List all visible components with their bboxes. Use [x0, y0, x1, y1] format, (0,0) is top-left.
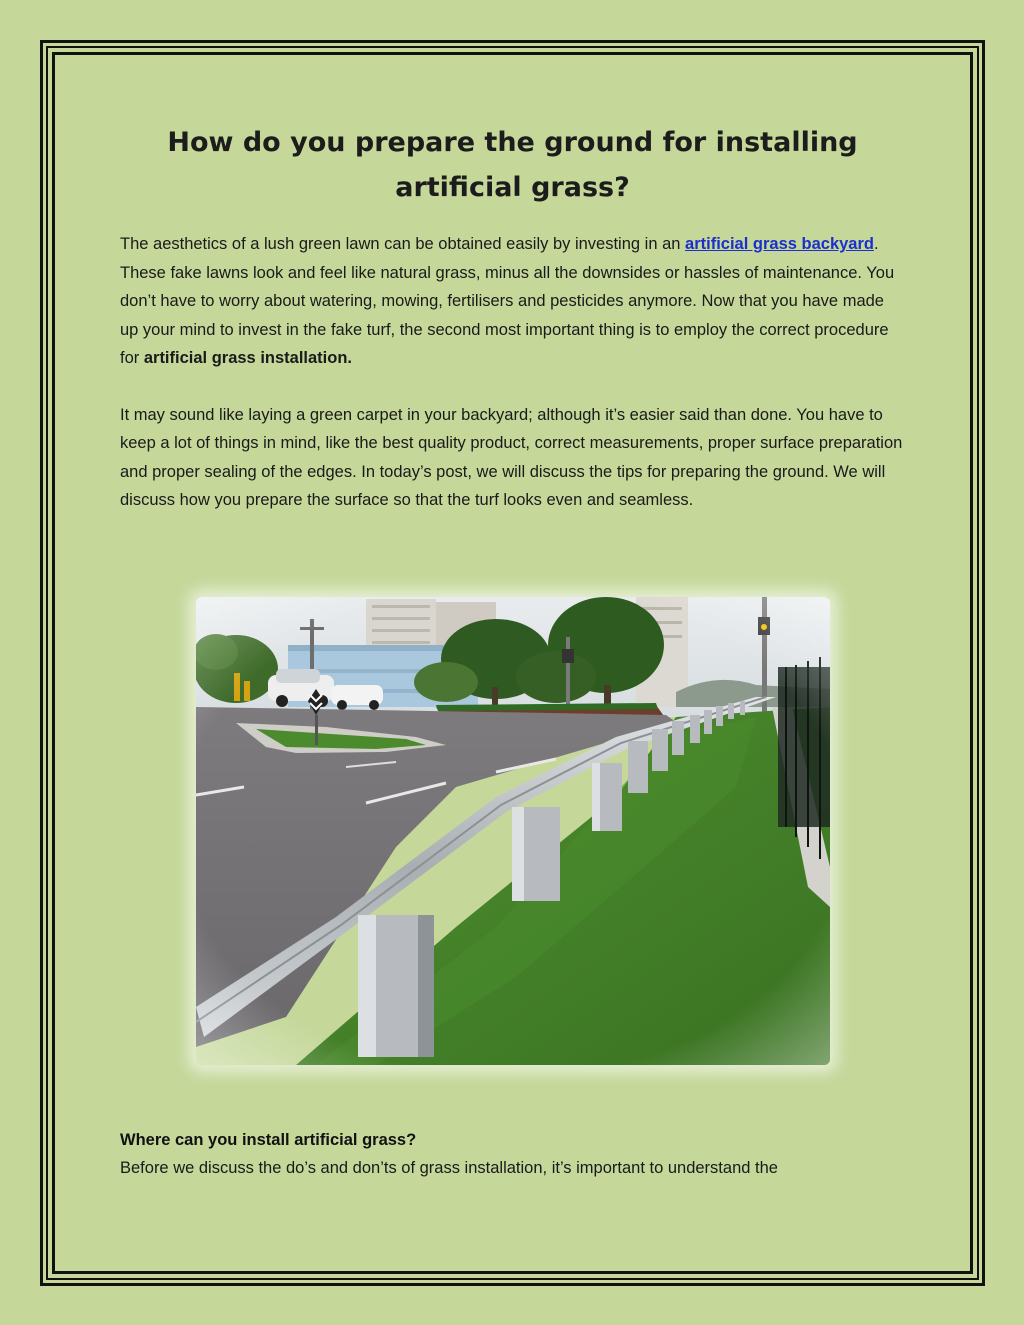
section-paragraph: Before we discuss the do’s and don’ts of grass installation, it’s important to understand the	[120, 1159, 778, 1177]
intro-bold-text: artificial grass installation.	[143, 349, 352, 367]
section-heading: Where can you install artificial grass?	[120, 1131, 417, 1149]
intro-paragraph	[120, 230, 905, 373]
road-guardrail-artificial-grass-photo	[196, 597, 830, 1065]
page-title: How do you prepare the ground for installing artificial grass?	[167, 127, 858, 203]
article-body	[120, 120, 905, 515]
second-paragraph: It may sound like laying a green carpet in your backyard; although it’s easier said than done. You have to keep a lot of things in mind, like the best quality product, correct measurements, proper surface preparation and proper sealing of the edges. In today’s post, we will discuss the tips for preparing the ground. We will discuss how you prepare the surface so that the turf looks even and seamless.	[120, 405, 903, 509]
intro-text-middle: . These fake lawns look and feel like natural grass, minus all the downsides or hassles of maintenance. You don’t have to worry about watering, mowing, fertilisers and pesticides anymore. Now that you have made up your mind to invest in the fake turf, the second most important thing is to employ the correct procedure for	[120, 235, 895, 367]
intro-text-start: The aesthetics of a lush green lawn can be obtained easily by investing in an	[120, 235, 686, 253]
artificial-grass-backyard-link[interactable]: artificial grass backyard	[685, 235, 874, 253]
install-locations-section	[120, 1126, 905, 1183]
